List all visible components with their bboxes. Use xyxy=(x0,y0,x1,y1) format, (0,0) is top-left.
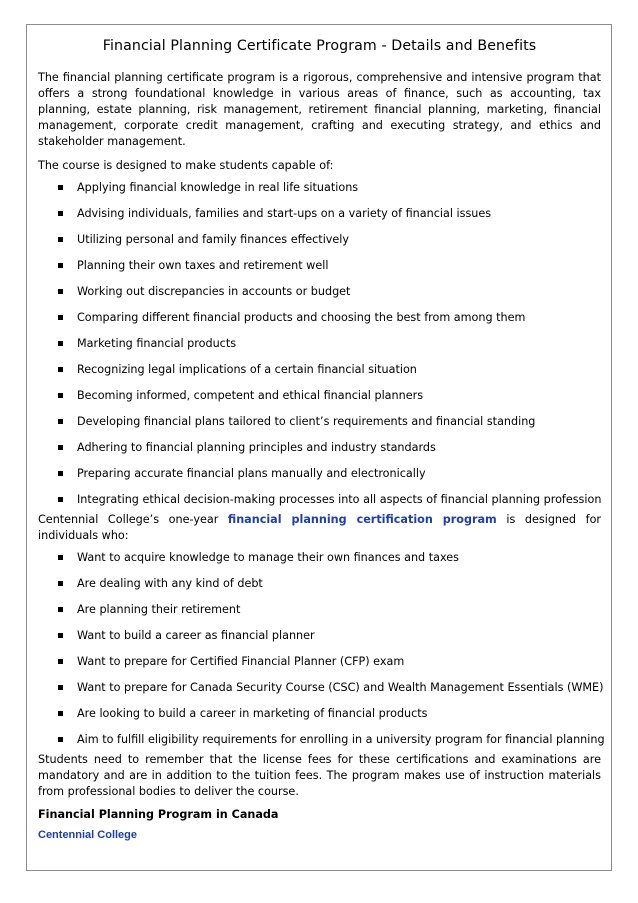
audience-lead xyxy=(38,512,601,544)
bullet-icon xyxy=(58,237,63,242)
list-item xyxy=(38,284,601,310)
bullet-icon xyxy=(58,711,63,716)
bullet-icon xyxy=(58,211,63,216)
list-item xyxy=(38,628,601,654)
bullet-icon xyxy=(58,289,63,294)
bullet-icon xyxy=(58,471,63,476)
list-item-text: Want to build a career as financial planner xyxy=(77,629,315,642)
audience-lead-text-end: is designed for individuals who: xyxy=(38,513,602,542)
bullet-icon xyxy=(58,685,63,690)
bullet-icon xyxy=(58,737,63,742)
list-item-text: Are looking to build a career in marketing of financial products xyxy=(77,707,428,720)
list-item-text: Comparing different financial products and choosing the best from among them xyxy=(77,311,526,324)
list-item xyxy=(38,336,601,362)
list-item-text: Want to acquire knowledge to manage their own finances and taxes xyxy=(77,551,459,564)
bullet-icon xyxy=(58,607,63,612)
closing-paragraph: Students need to remember that the license fees for these certifications and examinations are mandatory and are in addition to the tuition fees. The program makes use of instruction materials from professional bodies to deliver the course. xyxy=(38,753,601,798)
list-item xyxy=(38,732,605,752)
bullet-icon xyxy=(58,633,63,638)
list-item xyxy=(38,388,601,414)
list-item-text: Want to prepare for Canada Security Course (CSC) and Wealth Management Essentials (WME) xyxy=(77,681,604,694)
list-item xyxy=(38,466,601,492)
list-item-text: Applying financial knowledge in real life situations xyxy=(77,181,359,194)
list-item-text: Becoming informed, competent and ethical financial planners xyxy=(77,389,424,402)
bullet-icon xyxy=(58,659,63,664)
list-item xyxy=(38,654,601,680)
intro-paragraph: The financial planning certificate program is a rigorous, comprehensive and intensive program that offers a strong foundational knowledge in various areas of finance, such as accounting, tax planning, estate planning, risk management, retirement financial planning, marketing, financial management, corporate credit management, crafting and executing strategy, and ethics and stakeholder management. xyxy=(38,71,601,148)
capabilities-list xyxy=(38,180,601,512)
list-item xyxy=(38,602,601,628)
program-link[interactable]: financial planning certification program xyxy=(227,513,497,526)
bullet-icon xyxy=(58,263,63,268)
list-item xyxy=(38,576,601,602)
list-item xyxy=(38,310,601,336)
bullet-icon xyxy=(58,367,63,372)
list-item-text: Marketing financial products xyxy=(77,337,237,350)
list-item-text: Integrating ethical decision-making processes into all aspects of financial planning profession xyxy=(77,493,602,506)
bullet-icon xyxy=(58,315,63,320)
list-item-text: Planning their own taxes and retirement well xyxy=(77,259,329,272)
bullet-icon xyxy=(58,341,63,346)
list-item-text: Utilizing personal and family finances effectively xyxy=(77,233,350,246)
document-body xyxy=(38,38,605,841)
document-title: Financial Planning Certificate Program - Details and Benefits xyxy=(102,38,537,54)
list-item-text: Advising individuals, families and start-ups on a variety of financial issues xyxy=(77,207,492,220)
list-item xyxy=(38,258,601,284)
list-item-text: Adhering to financial planning principles and industry standards xyxy=(77,441,436,454)
list-item-text: Preparing accurate financial plans manually and electronically xyxy=(77,467,426,480)
list-item-text: Aim to fulfill eligibility requirements for enrolling in a university program for financial planning xyxy=(77,733,605,746)
list-item xyxy=(38,414,601,440)
list-item-text: Developing financial plans tailored to client’s requirements and financial standing xyxy=(77,415,536,428)
bullet-icon xyxy=(58,555,63,560)
section-heading: Financial Planning Program in Canada xyxy=(38,808,279,821)
list-item xyxy=(38,550,601,576)
list-item xyxy=(38,492,601,512)
bullet-icon xyxy=(58,393,63,398)
audience-list xyxy=(38,550,605,752)
list-item xyxy=(38,362,601,388)
list-item xyxy=(38,706,601,732)
list-item xyxy=(38,440,601,466)
list-item-text: Are planning their retirement xyxy=(77,603,241,616)
organization-name: Centennial College xyxy=(38,829,138,841)
list-item xyxy=(38,180,601,206)
list-item-text: Recognizing legal implications of a certain financial situation xyxy=(77,363,417,376)
list-item-text: Want to prepare for Certified Financial Planner (CFP) exam xyxy=(77,655,405,668)
bullet-icon xyxy=(58,445,63,450)
list-item-text: Working out discrepancies in accounts or budget xyxy=(77,285,351,298)
audience-lead-text: Centennial College’s one-year xyxy=(38,513,228,526)
bullet-icon xyxy=(58,185,63,190)
capabilities-lead: The course is designed to make students capable of: xyxy=(38,159,334,172)
bullet-icon xyxy=(58,581,63,586)
list-item xyxy=(38,680,604,706)
list-item xyxy=(38,206,601,232)
list-item xyxy=(38,232,601,258)
list-item-text: Are dealing with any kind of debt xyxy=(77,577,263,590)
bullet-icon xyxy=(58,497,63,502)
bullet-icon xyxy=(58,419,63,424)
